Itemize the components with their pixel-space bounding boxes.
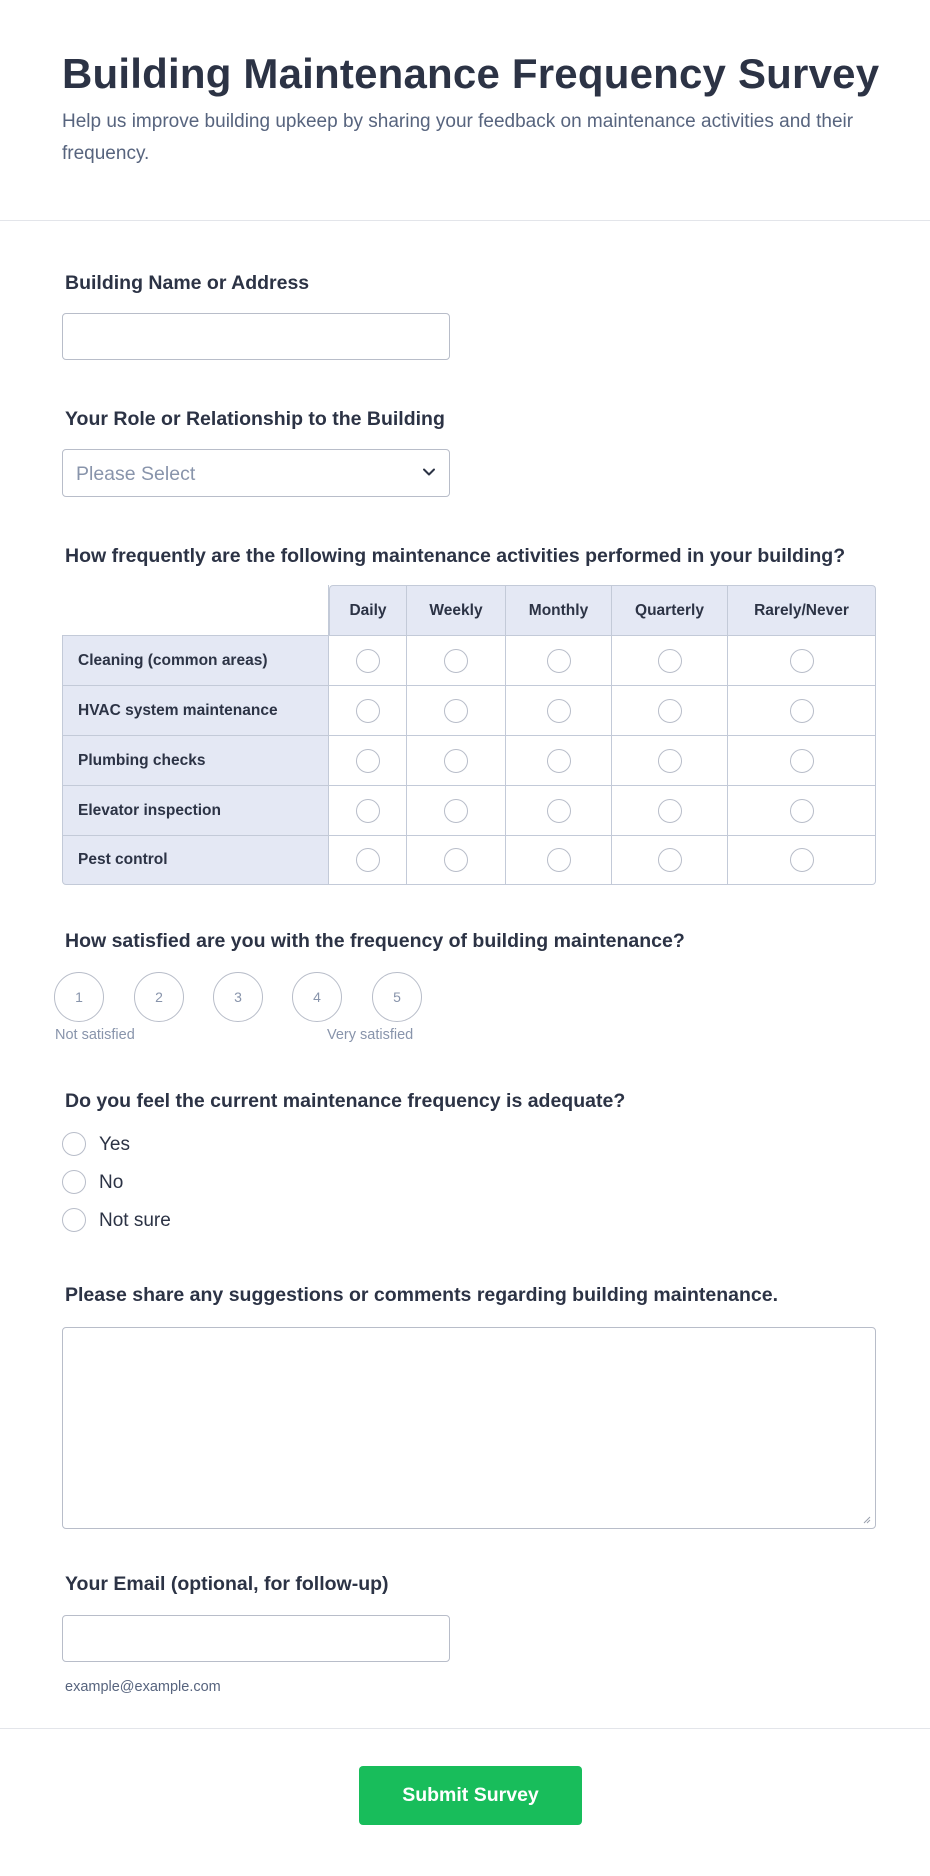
scale-max-label: Very satisfied: [327, 1027, 414, 1043]
role-select[interactable]: [62, 449, 450, 497]
matrix-radio[interactable]: [444, 699, 468, 723]
option-label: Not sure: [99, 1210, 171, 1231]
page-subtitle: Help us improve building upkeep by sharing your feedback on maintenance activities and their frequency.: [62, 111, 854, 164]
matrix-row-label: Cleaning (common areas): [62, 635, 329, 685]
matrix-column-header: Daily: [329, 585, 407, 635]
frequency-matrix: [62, 585, 876, 885]
option-label: Yes: [99, 1134, 130, 1155]
matrix-radio[interactable]: [444, 848, 468, 872]
scale-option-2[interactable]: 2: [134, 972, 184, 1022]
matrix-radio[interactable]: [444, 799, 468, 823]
matrix-radio[interactable]: [658, 699, 682, 723]
matrix-row: [62, 685, 876, 735]
matrix-radio[interactable]: [790, 749, 814, 773]
radio-button[interactable]: [62, 1170, 86, 1194]
scale-option-4[interactable]: 4: [292, 972, 342, 1022]
submit-button[interactable]: Submit Survey: [359, 1766, 582, 1825]
matrix-column-header: Rarely/Never: [728, 585, 876, 635]
matrix-radio[interactable]: [356, 749, 380, 773]
matrix-radio[interactable]: [790, 649, 814, 673]
matrix-radio[interactable]: [547, 848, 571, 872]
role-select-value: Please Select: [76, 463, 196, 485]
radio-button[interactable]: [62, 1132, 86, 1156]
comments-label: Please share any suggestions or comments regarding building maintenance.: [65, 1284, 779, 1306]
chevron-down-icon: [421, 464, 437, 480]
matrix-row-label: HVAC system maintenance: [62, 685, 329, 735]
scale-option-1[interactable]: 1: [54, 972, 104, 1022]
radio-button[interactable]: [62, 1208, 86, 1232]
matrix-radio[interactable]: [356, 799, 380, 823]
email-hint: example@example.com: [65, 1679, 221, 1695]
matrix-radio[interactable]: [547, 749, 571, 773]
frequency-question: How frequently are the following maintenance activities performed in your building?: [65, 545, 846, 567]
matrix-row-label: Plumbing checks: [62, 735, 329, 785]
building-name-input[interactable]: [62, 313, 450, 360]
scale-min-label: Not satisfied: [55, 1027, 135, 1043]
matrix-radio[interactable]: [547, 799, 571, 823]
comments-textarea[interactable]: [62, 1327, 876, 1529]
matrix-row: [62, 735, 876, 785]
matrix-corner: [62, 585, 329, 635]
satisfaction-question: How satisfied are you with the frequency of building maintenance?: [65, 930, 685, 952]
matrix-radio[interactable]: [790, 848, 814, 872]
matrix-column-header: Weekly: [407, 585, 506, 635]
matrix-radio[interactable]: [658, 848, 682, 872]
form-header: [0, 0, 930, 221]
matrix-row: [62, 835, 876, 885]
building-name-label: Building Name or Address: [65, 272, 310, 294]
matrix-row-label: Elevator inspection: [62, 785, 329, 835]
resize-handle-icon[interactable]: [861, 1514, 871, 1524]
adequacy-question: Do you feel the current maintenance frequency is adequate?: [65, 1090, 626, 1112]
option-label: No: [99, 1172, 124, 1193]
matrix-row-label: Pest control: [62, 835, 329, 885]
matrix-radio[interactable]: [356, 699, 380, 723]
matrix-column-header: Quarterly: [612, 585, 728, 635]
matrix-radio[interactable]: [790, 799, 814, 823]
matrix-row: [62, 785, 876, 835]
email-input[interactable]: [62, 1615, 450, 1662]
scale-option-3[interactable]: 3: [213, 972, 263, 1022]
matrix-radio[interactable]: [356, 848, 380, 872]
matrix-radio[interactable]: [790, 699, 814, 723]
scale-option-5[interactable]: 5: [372, 972, 422, 1022]
role-label: Your Role or Relationship to the Building: [65, 408, 445, 430]
matrix-radio[interactable]: [658, 749, 682, 773]
matrix-radio[interactable]: [658, 799, 682, 823]
page-title: Building Maintenance Frequency Survey: [62, 50, 880, 97]
matrix-column-header: Monthly: [506, 585, 612, 635]
matrix-radio[interactable]: [547, 649, 571, 673]
matrix-radio[interactable]: [658, 649, 682, 673]
matrix-radio[interactable]: [444, 649, 468, 673]
matrix-radio[interactable]: [547, 699, 571, 723]
matrix-row: [62, 635, 876, 685]
matrix-radio[interactable]: [444, 749, 468, 773]
matrix-radio[interactable]: [356, 649, 380, 673]
email-label: Your Email (optional, for follow-up): [65, 1573, 389, 1595]
